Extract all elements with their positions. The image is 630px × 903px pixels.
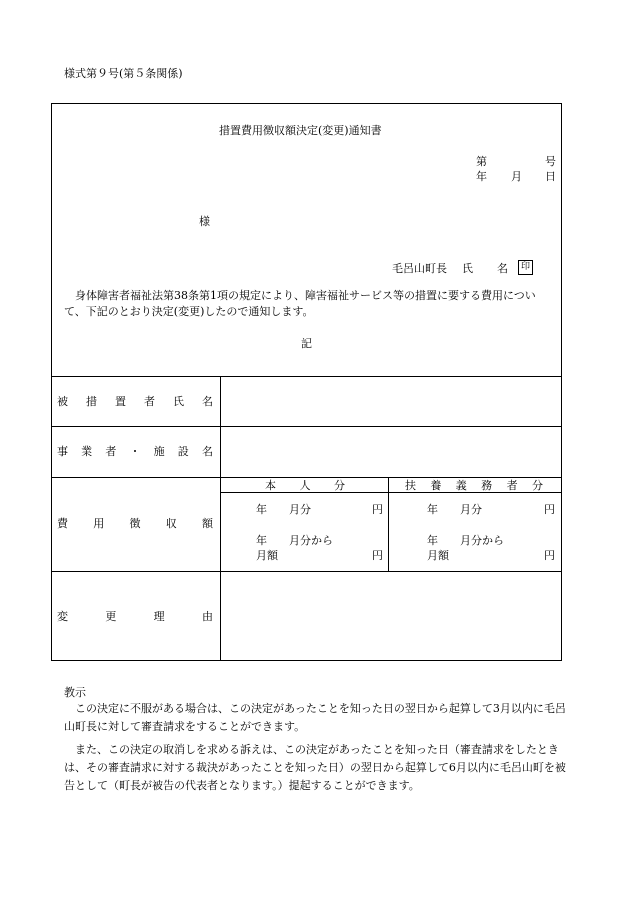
doc-number-suffix: 号 xyxy=(545,155,556,168)
body-text: 身体障害者福祉法第38条第1項の規定により、障害福祉サービス等の措置に要する費用について、下記のとおり決定(変更)したので通知します。 xyxy=(64,289,536,318)
document-title: 措置費用徴収額決定(変更)通知書 xyxy=(219,124,382,137)
change-reason-field[interactable] xyxy=(221,572,561,660)
row-label-fee-amount: 費 用 徴 収 額 xyxy=(57,517,213,530)
facility-name-field[interactable] xyxy=(221,427,561,477)
notice-heading: 教示 xyxy=(64,686,86,699)
date-year: 年 xyxy=(476,170,487,183)
row-label-facility-name: 事 業 者 ・ 施 設 名 xyxy=(57,445,213,458)
doc-number-prefix: 第 xyxy=(476,155,487,168)
form-number: 様式第９号(第５条関係) xyxy=(64,67,183,80)
notice-paragraph-2: また、この決定の取消しを求める訴えは、この決定があったことを知った日（審査請求をしたときは、その審査請求に対する裁決があったことを知った日）の翌日から起算して6月以内に毛呂山町を被告として（町長が被告の代表者となります。）提起することができます。 xyxy=(64,743,566,792)
date-month: 月 xyxy=(511,170,522,183)
ki-label: 記 xyxy=(301,337,312,350)
issuer-name-label-2: 名 xyxy=(497,262,508,275)
issuer-title: 毛呂山町長 xyxy=(392,262,447,275)
issuer-name-label-1: 氏 xyxy=(462,262,473,275)
row-label-recipient-name: 被 措 置 者 氏 名 xyxy=(57,395,213,408)
notice-paragraph-1: この決定に不服がある場合は、この決定があったことを知った日の翌日から起算して3月以内に毛呂山町長に対して審査請求をすることができます。 xyxy=(64,702,566,733)
date-day: 日 xyxy=(545,170,556,183)
fee-column-header-self: 本 人 分 xyxy=(265,479,345,492)
row-label-change-reason: 変 更 理 由 xyxy=(57,610,213,623)
fee-column-header-supporter: 扶 養 義 務 者 分 xyxy=(405,479,543,492)
addressee-suffix: 様 xyxy=(199,215,210,228)
recipient-name-field[interactable] xyxy=(221,377,561,426)
seal-mark: 印 xyxy=(518,260,533,275)
